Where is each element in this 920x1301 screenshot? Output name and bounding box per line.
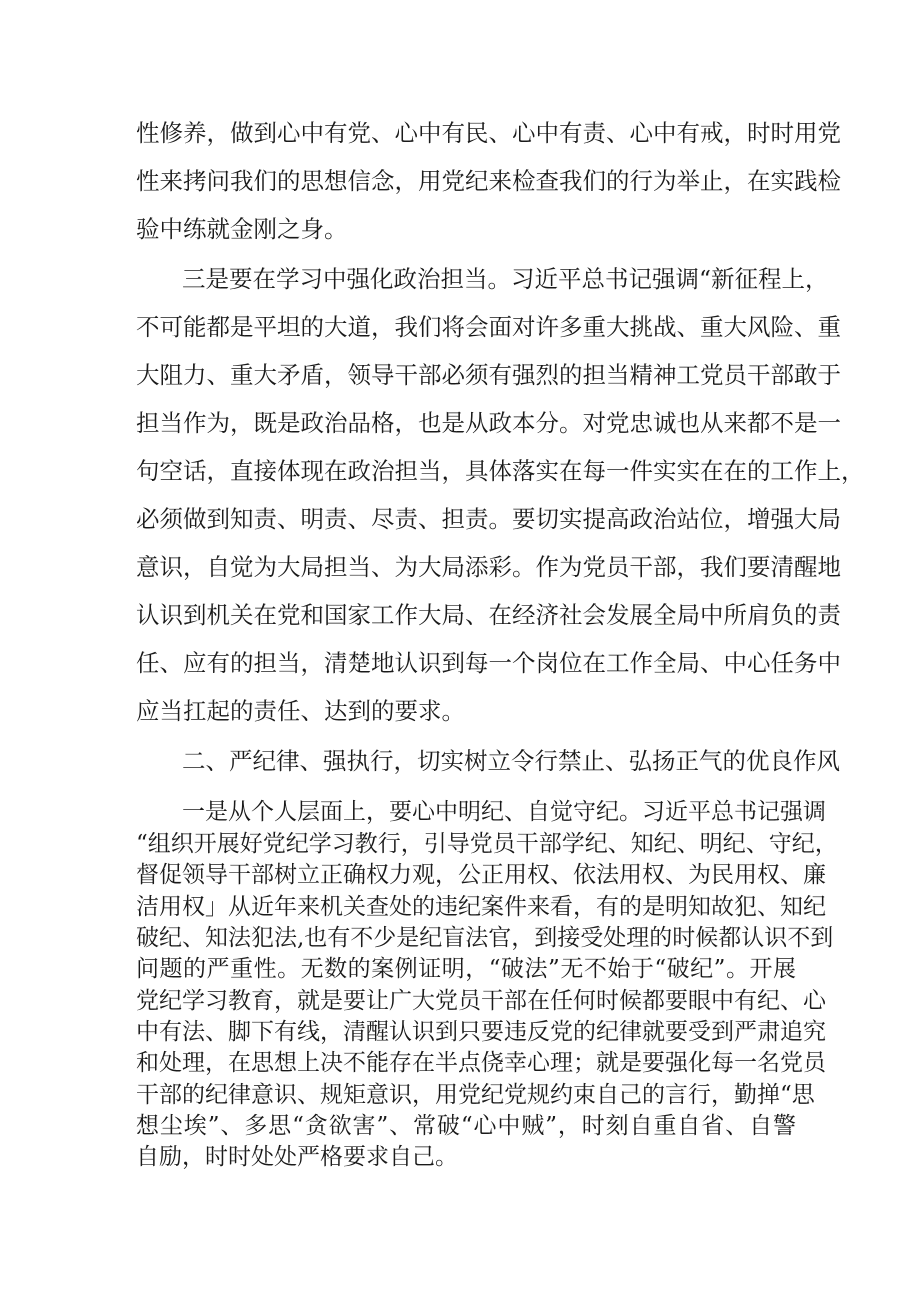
paragraph-line: 问题的严重性。无数的案例证明，“破法”无不始于“破纪”。开展 [136, 956, 796, 982]
paragraph-line: 验中练就金刚之身。 [136, 215, 348, 243]
paragraph-line: 干部的纪律意识、规矩意识，用党纪党规约束自己的言行，勤掸“思 [136, 1082, 815, 1108]
paragraph-line: 一是从个人层面上，要心中明纪、自觉守纪。习近平总书记强调 [182, 799, 826, 825]
paragraph-line: “组织开展好党纪学习教行，引导党员干部学纪、知纪、明纪、守纪， [136, 831, 838, 857]
paragraph-line: 担当作为，既是政治品格，也是从政本分。对党忠诚也从来都不是一 [136, 409, 841, 437]
paragraph-line: 不可能都是平坦的大道，我们将会面对许多重大挑战、重大风险、重 [136, 313, 841, 341]
paragraph-line: 意识，自觉为大局担当、为大局添彩。作为党员干部，我们要清醒地 [136, 553, 841, 581]
section-heading: 二、严纪律、强执行，切实树立令行禁止、弘扬正气的优良作风 [182, 747, 840, 775]
paragraph-line: 督促领导干部树立正确权力观，公正用权、依法用权、为民用权、廉 [136, 862, 826, 888]
paragraph-line: 洁用权」从近年来机关查处的违纪案件来看，有的是明知故犯、知纪 [136, 894, 826, 920]
paragraph-line: 想尘埃”、多思“贪欲害”、常破“心中贼”，时刻自重自省、自警 [136, 1113, 796, 1139]
paragraph-line: 性修养，做到心中有党、心中有民、心中有责、心中有戒，时时用党 [136, 119, 841, 147]
paragraph-line: 应当扛起的责任、达到的要求。 [136, 697, 465, 725]
paragraph-line: 党纪学习教育，就是要让广大党员干部在任何时候都要眼中有纪、心 [136, 988, 826, 1014]
paragraph-line: 和处理，在思想上决不能存在半点侥幸心理；就是要强化每一名党员 [136, 1050, 826, 1076]
paragraph-line: 破纪、知法犯法,也有不少是纪盲法官，到接受处理的时候都认识不到 [136, 925, 834, 951]
paragraph-line: 句空话，直接体现在政治担当，具体落实在每一件实实在在的工作上， [136, 457, 865, 485]
paragraph-line: 必须做到知责、明责、尽责、担责。要切实提高政治站位，增强大局 [136, 505, 841, 533]
paragraph-line: 性来拷问我们的思想信念，用党纪来检查我们的行为举止，在实践检 [136, 167, 841, 195]
paragraph-line: 认识到机关在党和国家工作大局、在经济社会发展全局中所肩负的责 [136, 601, 841, 629]
paragraph-line: 三是要在学习中强化政治担当。习近平总书记强调“新征程上， [182, 265, 829, 293]
paragraph-line: 自励，时时处处严格要求自己。 [136, 1144, 458, 1170]
paragraph-line: 中有法、脚下有线，清醒认识到只要违反党的纪律就要受到严肃追究 [136, 1019, 826, 1045]
paragraph-line: 任、应有的担当，清楚地认识到每一个岗位在工作全局、中心任务中 [136, 649, 841, 677]
paragraph-line: 大阻力、重大矛盾，领导干部必须有强烈的担当精神工党员干部敢于 [136, 361, 841, 389]
